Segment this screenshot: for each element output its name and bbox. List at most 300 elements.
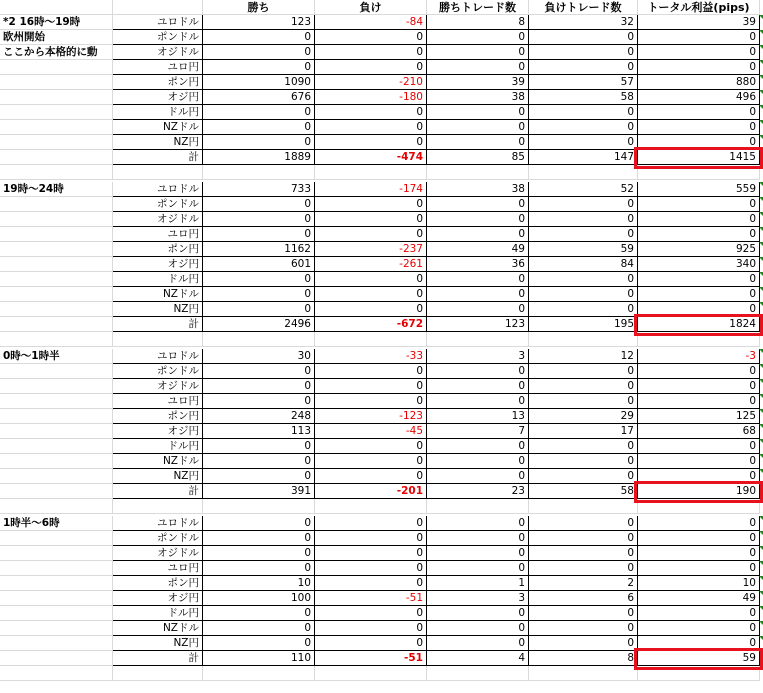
- pair-label[interactable]: ドル円: [113, 606, 203, 621]
- losses-cell[interactable]: 0: [315, 606, 427, 621]
- win-trades-cell[interactable]: 0: [427, 272, 529, 287]
- wins-cell[interactable]: 0: [203, 45, 315, 60]
- wins-cell[interactable]: 10: [203, 576, 315, 591]
- empty-cell[interactable]: [0, 212, 113, 227]
- losses-cell[interactable]: 0: [315, 546, 427, 561]
- pair-label[interactable]: オジ円: [113, 424, 203, 439]
- win-trades-cell[interactable]: 38: [427, 182, 529, 197]
- header-win-trades[interactable]: 勝ちトレード数: [427, 0, 529, 15]
- pair-label[interactable]: ポンドル: [113, 197, 203, 212]
- losses-cell[interactable]: 0: [315, 197, 427, 212]
- empty-cell[interactable]: [0, 135, 113, 150]
- empty-cell[interactable]: [0, 469, 113, 484]
- wins-cell[interactable]: 0: [203, 30, 315, 45]
- empty-cell[interactable]: [113, 666, 203, 681]
- wins-cell[interactable]: 0: [203, 227, 315, 242]
- losses-cell[interactable]: -84: [315, 15, 427, 30]
- wins-cell[interactable]: 1090: [203, 75, 315, 90]
- pair-label[interactable]: NZ円: [113, 135, 203, 150]
- losses-cell[interactable]: 0: [315, 120, 427, 135]
- pair-label[interactable]: オジドル: [113, 212, 203, 227]
- wins-cell[interactable]: 0: [203, 439, 315, 454]
- empty-cell[interactable]: [529, 499, 638, 514]
- losses-cell[interactable]: 0: [315, 439, 427, 454]
- loss-trades-cell[interactable]: 0: [529, 287, 638, 302]
- empty-cell[interactable]: [0, 531, 113, 546]
- pair-label[interactable]: ポン円: [113, 242, 203, 257]
- total-pips-cell[interactable]: 0: [638, 439, 760, 454]
- header-loss-trades[interactable]: 負けトレード数: [529, 0, 638, 15]
- wins-cell[interactable]: 0: [203, 105, 315, 120]
- wins-cell[interactable]: 0: [203, 469, 315, 484]
- wins-cell[interactable]: 100: [203, 591, 315, 606]
- section-title-line[interactable]: 1時半～6時: [0, 516, 113, 531]
- losses-cell[interactable]: 0: [315, 227, 427, 242]
- empty-cell[interactable]: [0, 317, 113, 332]
- empty-cell[interactable]: [0, 591, 113, 606]
- total-pips-cell[interactable]: 0: [638, 227, 760, 242]
- total-pips-cell[interactable]: 1824: [638, 317, 760, 332]
- wins-cell[interactable]: 110: [203, 651, 315, 666]
- empty-cell[interactable]: [0, 287, 113, 302]
- win-trades-cell[interactable]: 7: [427, 424, 529, 439]
- loss-trades-cell[interactable]: 2: [529, 576, 638, 591]
- loss-trades-cell[interactable]: 58: [529, 90, 638, 105]
- header-total-pips[interactable]: トータル利益(pips): [638, 0, 760, 15]
- pair-label[interactable]: ユロ円: [113, 561, 203, 576]
- win-trades-cell[interactable]: 0: [427, 621, 529, 636]
- total-pips-cell[interactable]: 559: [638, 182, 760, 197]
- loss-trades-cell[interactable]: 0: [529, 227, 638, 242]
- empty-cell[interactable]: [0, 60, 113, 75]
- win-trades-cell[interactable]: 36: [427, 257, 529, 272]
- wins-cell[interactable]: 0: [203, 364, 315, 379]
- total-pips-cell[interactable]: 0: [638, 272, 760, 287]
- pair-label[interactable]: NZドル: [113, 621, 203, 636]
- win-trades-cell[interactable]: 0: [427, 439, 529, 454]
- empty-cell[interactable]: [0, 621, 113, 636]
- total-pips-cell[interactable]: 0: [638, 621, 760, 636]
- pair-label[interactable]: ユロ円: [113, 394, 203, 409]
- empty-cell[interactable]: [0, 666, 113, 681]
- wins-cell[interactable]: 0: [203, 516, 315, 531]
- loss-trades-cell[interactable]: 84: [529, 257, 638, 272]
- loss-trades-cell[interactable]: 29: [529, 409, 638, 424]
- win-trades-cell[interactable]: 0: [427, 394, 529, 409]
- loss-trades-cell[interactable]: 0: [529, 197, 638, 212]
- empty-cell[interactable]: [203, 666, 315, 681]
- empty-cell[interactable]: [0, 636, 113, 651]
- losses-cell[interactable]: 0: [315, 60, 427, 75]
- win-trades-cell[interactable]: 49: [427, 242, 529, 257]
- losses-cell[interactable]: -123: [315, 409, 427, 424]
- empty-cell[interactable]: [427, 165, 529, 180]
- empty-cell[interactable]: [0, 150, 113, 165]
- wins-cell[interactable]: 1162: [203, 242, 315, 257]
- win-trades-cell[interactable]: 4: [427, 651, 529, 666]
- loss-trades-cell[interactable]: 0: [529, 302, 638, 317]
- empty-cell[interactable]: [0, 364, 113, 379]
- total-pips-cell[interactable]: 340: [638, 257, 760, 272]
- wins-cell[interactable]: 248: [203, 409, 315, 424]
- empty-cell[interactable]: [0, 90, 113, 105]
- empty-cell[interactable]: [203, 499, 315, 514]
- empty-cell[interactable]: [0, 75, 113, 90]
- pair-label[interactable]: ポン円: [113, 409, 203, 424]
- pair-label[interactable]: ドル円: [113, 439, 203, 454]
- wins-cell[interactable]: 733: [203, 182, 315, 197]
- losses-cell[interactable]: 0: [315, 561, 427, 576]
- empty-cell[interactable]: [638, 666, 760, 681]
- empty-cell[interactable]: [315, 165, 427, 180]
- total-pips-cell[interactable]: 0: [638, 546, 760, 561]
- losses-cell[interactable]: -474: [315, 150, 427, 165]
- wins-cell[interactable]: 391: [203, 484, 315, 499]
- losses-cell[interactable]: -174: [315, 182, 427, 197]
- loss-trades-cell[interactable]: 0: [529, 379, 638, 394]
- pair-label[interactable]: オジドル: [113, 45, 203, 60]
- win-trades-cell[interactable]: 123: [427, 317, 529, 332]
- empty-cell[interactable]: [0, 120, 113, 135]
- total-pips-cell[interactable]: 0: [638, 30, 760, 45]
- wins-cell[interactable]: 0: [203, 606, 315, 621]
- loss-trades-cell[interactable]: 0: [529, 439, 638, 454]
- loss-trades-cell[interactable]: 195: [529, 317, 638, 332]
- loss-trades-cell[interactable]: 0: [529, 531, 638, 546]
- wins-cell[interactable]: 0: [203, 621, 315, 636]
- losses-cell[interactable]: 0: [315, 105, 427, 120]
- empty-cell[interactable]: [0, 242, 113, 257]
- header-cell-a[interactable]: [0, 0, 113, 15]
- loss-trades-cell[interactable]: 57: [529, 75, 638, 90]
- pair-label[interactable]: NZ円: [113, 302, 203, 317]
- wins-cell[interactable]: 0: [203, 636, 315, 651]
- loss-trades-cell[interactable]: 32: [529, 15, 638, 30]
- win-trades-cell[interactable]: 0: [427, 212, 529, 227]
- win-trades-cell[interactable]: 3: [427, 591, 529, 606]
- loss-trades-cell[interactable]: 0: [529, 135, 638, 150]
- wins-cell[interactable]: 0: [203, 212, 315, 227]
- loss-trades-cell[interactable]: 0: [529, 394, 638, 409]
- win-trades-cell[interactable]: 0: [427, 379, 529, 394]
- losses-cell[interactable]: -210: [315, 75, 427, 90]
- losses-cell[interactable]: 0: [315, 576, 427, 591]
- total-pips-cell[interactable]: 125: [638, 409, 760, 424]
- loss-trades-cell[interactable]: 0: [529, 212, 638, 227]
- win-trades-cell[interactable]: 0: [427, 546, 529, 561]
- wins-cell[interactable]: 0: [203, 379, 315, 394]
- total-pips-cell[interactable]: 880: [638, 75, 760, 90]
- total-pips-cell[interactable]: 0: [638, 516, 760, 531]
- pair-label[interactable]: ドル円: [113, 272, 203, 287]
- pair-label[interactable]: オジ円: [113, 90, 203, 105]
- pair-label[interactable]: NZドル: [113, 287, 203, 302]
- losses-cell[interactable]: -45: [315, 424, 427, 439]
- win-trades-cell[interactable]: 1: [427, 576, 529, 591]
- pair-label[interactable]: ポンドル: [113, 364, 203, 379]
- total-pips-cell[interactable]: -3: [638, 349, 760, 364]
- pair-label[interactable]: オジドル: [113, 379, 203, 394]
- empty-cell[interactable]: [0, 272, 113, 287]
- section-title-line[interactable]: 19時～24時: [0, 182, 113, 197]
- pair-label[interactable]: NZ円: [113, 469, 203, 484]
- section-title-line[interactable]: 欧州開始: [0, 30, 113, 45]
- empty-cell[interactable]: [0, 454, 113, 469]
- wins-cell[interactable]: 0: [203, 531, 315, 546]
- total-label[interactable]: 計: [113, 484, 203, 499]
- pair-label[interactable]: ユロドル: [113, 15, 203, 30]
- losses-cell[interactable]: 0: [315, 379, 427, 394]
- losses-cell[interactable]: 0: [315, 469, 427, 484]
- win-trades-cell[interactable]: 0: [427, 30, 529, 45]
- win-trades-cell[interactable]: 23: [427, 484, 529, 499]
- empty-cell[interactable]: [529, 666, 638, 681]
- empty-cell[interactable]: [0, 424, 113, 439]
- win-trades-cell[interactable]: 0: [427, 516, 529, 531]
- loss-trades-cell[interactable]: 147: [529, 150, 638, 165]
- pair-label[interactable]: ポンドル: [113, 30, 203, 45]
- pair-label[interactable]: ポン円: [113, 576, 203, 591]
- empty-cell[interactable]: [638, 499, 760, 514]
- win-trades-cell[interactable]: 8: [427, 15, 529, 30]
- pair-label[interactable]: オジ円: [113, 257, 203, 272]
- win-trades-cell[interactable]: 0: [427, 120, 529, 135]
- wins-cell[interactable]: 0: [203, 272, 315, 287]
- wins-cell[interactable]: 0: [203, 561, 315, 576]
- win-trades-cell[interactable]: 39: [427, 75, 529, 90]
- total-label[interactable]: 計: [113, 651, 203, 666]
- pair-label[interactable]: ポン円: [113, 75, 203, 90]
- empty-cell[interactable]: [315, 666, 427, 681]
- losses-cell[interactable]: 0: [315, 364, 427, 379]
- empty-cell[interactable]: [0, 546, 113, 561]
- win-trades-cell[interactable]: 0: [427, 105, 529, 120]
- wins-cell[interactable]: 0: [203, 135, 315, 150]
- win-trades-cell[interactable]: 3: [427, 349, 529, 364]
- empty-cell[interactable]: [0, 197, 113, 212]
- empty-cell[interactable]: [427, 499, 529, 514]
- loss-trades-cell[interactable]: 6: [529, 591, 638, 606]
- total-pips-cell[interactable]: 0: [638, 120, 760, 135]
- loss-trades-cell[interactable]: 0: [529, 516, 638, 531]
- empty-cell[interactable]: [0, 484, 113, 499]
- loss-trades-cell[interactable]: 0: [529, 364, 638, 379]
- win-trades-cell[interactable]: 0: [427, 45, 529, 60]
- losses-cell[interactable]: 0: [315, 30, 427, 45]
- total-pips-cell[interactable]: 10: [638, 576, 760, 591]
- win-trades-cell[interactable]: 0: [427, 302, 529, 317]
- losses-cell[interactable]: -672: [315, 317, 427, 332]
- total-pips-cell[interactable]: 925: [638, 242, 760, 257]
- pair-label[interactable]: ユロドル: [113, 516, 203, 531]
- empty-cell[interactable]: [113, 332, 203, 347]
- empty-cell[interactable]: [315, 332, 427, 347]
- empty-cell[interactable]: [203, 332, 315, 347]
- empty-cell[interactable]: [529, 332, 638, 347]
- losses-cell[interactable]: -180: [315, 90, 427, 105]
- losses-cell[interactable]: -201: [315, 484, 427, 499]
- total-pips-cell[interactable]: 59: [638, 651, 760, 666]
- total-pips-cell[interactable]: 0: [638, 469, 760, 484]
- win-trades-cell[interactable]: 0: [427, 454, 529, 469]
- header-losses[interactable]: 負け: [315, 0, 427, 15]
- wins-cell[interactable]: 1889: [203, 150, 315, 165]
- losses-cell[interactable]: 0: [315, 621, 427, 636]
- empty-cell[interactable]: [0, 394, 113, 409]
- losses-cell[interactable]: 0: [315, 212, 427, 227]
- win-trades-cell[interactable]: 0: [427, 287, 529, 302]
- losses-cell[interactable]: -261: [315, 257, 427, 272]
- win-trades-cell[interactable]: 0: [427, 561, 529, 576]
- empty-cell[interactable]: [0, 576, 113, 591]
- total-pips-cell[interactable]: 0: [638, 379, 760, 394]
- loss-trades-cell[interactable]: 0: [529, 469, 638, 484]
- loss-trades-cell[interactable]: 17: [529, 424, 638, 439]
- losses-cell[interactable]: 0: [315, 45, 427, 60]
- loss-trades-cell[interactable]: 0: [529, 636, 638, 651]
- pair-label[interactable]: ユロ円: [113, 60, 203, 75]
- total-pips-cell[interactable]: 0: [638, 364, 760, 379]
- losses-cell[interactable]: 0: [315, 531, 427, 546]
- loss-trades-cell[interactable]: 0: [529, 454, 638, 469]
- pair-label[interactable]: ポンドル: [113, 531, 203, 546]
- losses-cell[interactable]: -51: [315, 651, 427, 666]
- total-pips-cell[interactable]: 0: [638, 394, 760, 409]
- empty-cell[interactable]: [638, 332, 760, 347]
- empty-cell[interactable]: [0, 257, 113, 272]
- total-pips-cell[interactable]: 68: [638, 424, 760, 439]
- total-pips-cell[interactable]: 1415: [638, 150, 760, 165]
- total-label[interactable]: 計: [113, 150, 203, 165]
- win-trades-cell[interactable]: 0: [427, 469, 529, 484]
- win-trades-cell[interactable]: 0: [427, 197, 529, 212]
- wins-cell[interactable]: 2496: [203, 317, 315, 332]
- win-trades-cell[interactable]: 0: [427, 636, 529, 651]
- total-pips-cell[interactable]: 0: [638, 197, 760, 212]
- pair-label[interactable]: NZドル: [113, 120, 203, 135]
- pair-label[interactable]: NZ円: [113, 636, 203, 651]
- total-pips-cell[interactable]: 0: [638, 454, 760, 469]
- total-pips-cell[interactable]: 190: [638, 484, 760, 499]
- losses-cell[interactable]: 0: [315, 272, 427, 287]
- loss-trades-cell[interactable]: 0: [529, 606, 638, 621]
- pair-label[interactable]: ユロドル: [113, 349, 203, 364]
- wins-cell[interactable]: 0: [203, 60, 315, 75]
- losses-cell[interactable]: 0: [315, 287, 427, 302]
- wins-cell[interactable]: 0: [203, 197, 315, 212]
- win-trades-cell[interactable]: 0: [427, 135, 529, 150]
- empty-cell[interactable]: [0, 409, 113, 424]
- total-pips-cell[interactable]: 0: [638, 45, 760, 60]
- empty-cell[interactable]: [0, 227, 113, 242]
- pair-label[interactable]: ユロドル: [113, 182, 203, 197]
- pair-label[interactable]: ドル円: [113, 105, 203, 120]
- wins-cell[interactable]: 676: [203, 90, 315, 105]
- loss-trades-cell[interactable]: 0: [529, 30, 638, 45]
- empty-cell[interactable]: [0, 499, 113, 514]
- loss-trades-cell[interactable]: 0: [529, 105, 638, 120]
- empty-cell[interactable]: [113, 499, 203, 514]
- win-trades-cell[interactable]: 0: [427, 364, 529, 379]
- loss-trades-cell[interactable]: 0: [529, 272, 638, 287]
- loss-trades-cell[interactable]: 12: [529, 349, 638, 364]
- losses-cell[interactable]: -51: [315, 591, 427, 606]
- loss-trades-cell[interactable]: 8: [529, 651, 638, 666]
- loss-trades-cell[interactable]: 58: [529, 484, 638, 499]
- total-pips-cell[interactable]: 0: [638, 561, 760, 576]
- empty-cell[interactable]: [0, 105, 113, 120]
- empty-cell[interactable]: [0, 651, 113, 666]
- empty-cell[interactable]: [0, 332, 113, 347]
- total-pips-cell[interactable]: 0: [638, 302, 760, 317]
- wins-cell[interactable]: 113: [203, 424, 315, 439]
- win-trades-cell[interactable]: 0: [427, 606, 529, 621]
- win-trades-cell[interactable]: 38: [427, 90, 529, 105]
- loss-trades-cell[interactable]: 0: [529, 621, 638, 636]
- losses-cell[interactable]: 0: [315, 394, 427, 409]
- pair-label[interactable]: オジドル: [113, 546, 203, 561]
- wins-cell[interactable]: 0: [203, 394, 315, 409]
- total-pips-cell[interactable]: 0: [638, 636, 760, 651]
- pair-label[interactable]: ユロ円: [113, 227, 203, 242]
- losses-cell[interactable]: 0: [315, 636, 427, 651]
- total-pips-cell[interactable]: 0: [638, 105, 760, 120]
- empty-cell[interactable]: [315, 499, 427, 514]
- wins-cell[interactable]: 0: [203, 546, 315, 561]
- empty-cell[interactable]: [0, 606, 113, 621]
- empty-cell[interactable]: [0, 302, 113, 317]
- losses-cell[interactable]: 0: [315, 302, 427, 317]
- total-pips-cell[interactable]: 49: [638, 591, 760, 606]
- total-label[interactable]: 計: [113, 317, 203, 332]
- empty-cell[interactable]: [0, 439, 113, 454]
- empty-cell[interactable]: [113, 165, 203, 180]
- loss-trades-cell[interactable]: 0: [529, 120, 638, 135]
- wins-cell[interactable]: 0: [203, 454, 315, 469]
- loss-trades-cell[interactable]: 0: [529, 546, 638, 561]
- pair-label[interactable]: NZドル: [113, 454, 203, 469]
- empty-cell[interactable]: [529, 165, 638, 180]
- loss-trades-cell[interactable]: 0: [529, 561, 638, 576]
- empty-cell[interactable]: [427, 666, 529, 681]
- empty-cell[interactable]: [638, 165, 760, 180]
- win-trades-cell[interactable]: 85: [427, 150, 529, 165]
- total-pips-cell[interactable]: 0: [638, 287, 760, 302]
- loss-trades-cell[interactable]: 52: [529, 182, 638, 197]
- pair-label[interactable]: オジ円: [113, 591, 203, 606]
- empty-cell[interactable]: [0, 379, 113, 394]
- header-wins[interactable]: 勝ち: [203, 0, 315, 15]
- section-title-line[interactable]: ここから本格的に動: [0, 45, 113, 60]
- total-pips-cell[interactable]: 0: [638, 606, 760, 621]
- wins-cell[interactable]: 123: [203, 15, 315, 30]
- losses-cell[interactable]: 0: [315, 454, 427, 469]
- total-pips-cell[interactable]: 0: [638, 135, 760, 150]
- total-pips-cell[interactable]: 39: [638, 15, 760, 30]
- wins-cell[interactable]: 0: [203, 302, 315, 317]
- header-cell-b[interactable]: [113, 0, 203, 15]
- win-trades-cell[interactable]: 0: [427, 531, 529, 546]
- empty-cell[interactable]: [427, 332, 529, 347]
- win-trades-cell[interactable]: 0: [427, 60, 529, 75]
- total-pips-cell[interactable]: 0: [638, 531, 760, 546]
- losses-cell[interactable]: 0: [315, 135, 427, 150]
- section-title-line[interactable]: *2 16時～19時: [0, 15, 113, 30]
- losses-cell[interactable]: 0: [315, 516, 427, 531]
- loss-trades-cell[interactable]: 0: [529, 60, 638, 75]
- total-pips-cell[interactable]: 0: [638, 212, 760, 227]
- losses-cell[interactable]: -237: [315, 242, 427, 257]
